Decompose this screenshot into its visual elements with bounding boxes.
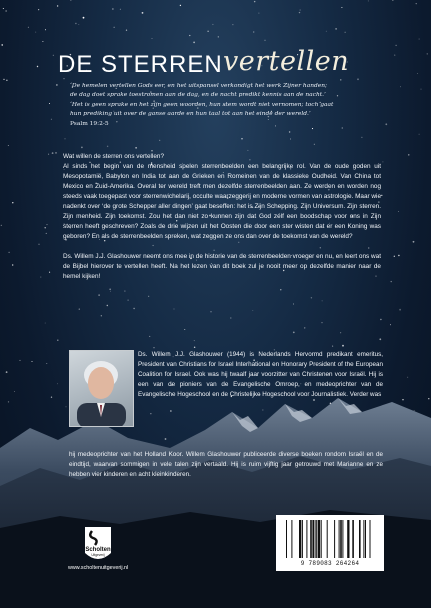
barcode-bar — [318, 520, 320, 558]
barcode-bar — [363, 520, 364, 558]
barcode-bar — [291, 520, 292, 558]
author-photo — [69, 350, 134, 427]
barcode-bar — [340, 520, 342, 558]
back-cover-blurb — [63, 152, 381, 292]
barcode-bar — [339, 520, 340, 558]
isbn-barcode — [276, 515, 384, 571]
barcode-bar — [306, 520, 307, 558]
blurb-paragraph: Ds. Willem J.J. Glashouwer neemt ons mee in de historie van de sterrenbeelden vroeger en nu, en leert ons wat de Bijbel hierover te vertellen heeft. Na het lezen van dit boek zul je nooit meer op dezelfde manier naar de hemel kijken! — [63, 253, 381, 280]
title-script: vertellen — [223, 46, 350, 77]
book-title — [58, 46, 378, 80]
barcode-bar — [365, 520, 366, 558]
barcode-bar — [286, 520, 287, 558]
barcode-bar — [315, 520, 316, 558]
barcode-bar — [302, 520, 303, 558]
publisher-logo — [79, 525, 117, 563]
author-bio: Ds. Willem J.J. Glashouwer (1944) is Nederlands Hervormd predikant emeritus, President van Christians for Israel International en Honorary President of the European Coalition for Israel. Ook was hij twaalf jaar voorzitter van Christenen voor Israël. Hij is een van de pioniers van de Evangelische Omroep, en medeoprichter van de Evangelische Hogeschool en de Christelijke Hogeschool voor Journalistiek. Verder was — [138, 351, 383, 398]
title-main: DE STERREN — [58, 51, 223, 78]
barcode-bar — [299, 520, 301, 558]
barcode-bar — [310, 520, 312, 558]
publisher-name: Scholten — [85, 547, 111, 553]
barcode-bar — [312, 520, 314, 558]
blurb-paragraph: Al sinds het begin van de mensheid spelen sterrenbeelden een belangrijke rol. Van de oude goden uit Mesopotamië, Babylon en India tot aan de Grieken en Romeinen van de klassieke Oudheid. Van China tot Mexico en Zuid-Amerika. Overal ter wereld treft men dezelfde sterrenbeelden aan. Ze werden en worden nog steeds vaak toegepast voor sterrenwichelarij, occulte waarzeggerij en moderne vormen van astrologie. Maar wie nadenkt over ‘de grote Schepper aller dingen’ gaat beseffen: het is Zijn Schepping. Zijn Universum. Zijn sterren. Zijn menheid. Zijn toekomst. Zou het dan niet zo kunnen zijn dat God zélf een boodschap voor ons in Zijn sterren heeft geschreven? Zoals de drie wijzen uit het Oosten die door een ster wisten dat er een Koning was geboren? En als de sterrenbeelden spreken, wat zeggen ze ons dan over de toekomst van de wereld? — [63, 163, 381, 240]
barcode-bar — [321, 520, 322, 558]
author-bio-continued: hij medeoprichter van het Holland Koor. Willem Glashouwer publiceerde diverse boeken rondom Israël en de eindtijd, waarvan sommigen in vele talen zijn vertaald. Hij is ruim vijftig jaar getrouwd met Marianne en ze hebben vier kinderen en acht kleinkinderen. — [69, 451, 383, 478]
barcode-bar — [316, 520, 317, 558]
barcode-bar — [342, 520, 343, 558]
psalm-quote — [70, 82, 386, 129]
barcode-bar — [352, 520, 354, 558]
barcode-bar — [359, 520, 361, 558]
quote-line: ‘Het is geen sprake en het zijn geen woorden, hun stem wordt niet vernomen; toch gaat — [70, 101, 334, 108]
publisher-website: www.scholtenuitgeverij.nl — [68, 565, 129, 571]
quote-reference: Psalm 19:2-5 — [70, 120, 109, 127]
quote-line: de dag doet sprake toestromen aan de dag, en de nacht predikt kennis aan de nacht.’ — [70, 92, 326, 99]
barcode-bar — [327, 520, 328, 558]
barcode-bar — [334, 520, 335, 558]
isbn-number: 9 789083 264264 — [300, 560, 360, 567]
barcode-bar — [347, 520, 349, 558]
blurb-question: Wat willen de sterren ons vertellen? — [63, 153, 164, 160]
quote-line: hun prediking uit over de ganse aarde en hun taal tot aan het einde der wereld.’ — [70, 111, 311, 118]
quote-line: ‘De hemelen vertellen Gods eer, en het uitspansel verkondigt het werk Zijner handen; — [70, 83, 328, 89]
barcode-bar — [370, 520, 371, 558]
publisher-sub: Uitgeverij — [91, 553, 105, 557]
